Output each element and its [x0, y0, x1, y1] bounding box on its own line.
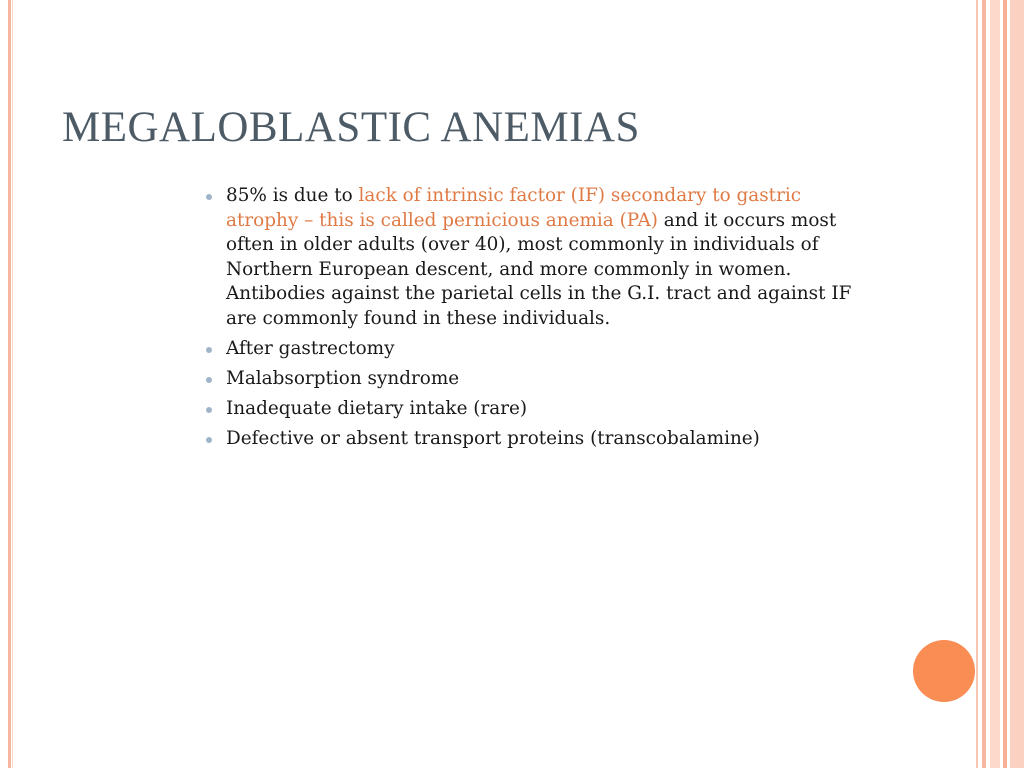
- bullet-dot-icon: [206, 377, 212, 383]
- bullet-text-highlight: lack of intrinsic factor (IF) secondary to gastric atrophy – this is called pernicious anemia (PA): [226, 185, 802, 231]
- stripe: [1003, 0, 1007, 768]
- bullet-text-prefix: 85% is due to: [226, 185, 359, 206]
- right-decorative-stripes: [976, 0, 1024, 768]
- left-border-inner-line: [12, 0, 13, 768]
- bullet-dot-icon: [206, 437, 212, 443]
- left-border-line: [8, 0, 11, 768]
- bullet-dot-icon: [206, 347, 212, 353]
- bullet-text: Defective or absent transport proteins (transcobalamine): [226, 428, 760, 450]
- bullet-item: [202, 367, 872, 392]
- bullet-item: [202, 427, 872, 452]
- bullet-list: [202, 184, 872, 457]
- stripe: [1010, 0, 1024, 768]
- bullet-item: [202, 184, 872, 332]
- stripe: [982, 0, 986, 768]
- bullet-text: After gastrectomy: [226, 338, 395, 360]
- bullet-item: [202, 397, 872, 422]
- bullet-dot-icon: [206, 194, 212, 200]
- bullet-text: Malabsorption syndrome: [226, 368, 460, 390]
- bullet-dot-icon: [206, 407, 212, 413]
- bullet-item: [202, 337, 872, 362]
- bullet-text-suffix: and it occurs most often in older adults (over 40), most commonly in individuals of Northern European descent, and more commonly in women. Antibodies against the parietal cells in the G.I. tract and against IF are commonly found in these individuals.: [226, 209, 852, 329]
- stripe: [990, 0, 1000, 768]
- bullet-text: Inadequate dietary intake (rare): [226, 398, 528, 420]
- stripe: [976, 0, 978, 768]
- slide-title: MEGALOBLASTIC ANEMIAS: [62, 104, 640, 151]
- orange-circle-decoration: [913, 640, 975, 702]
